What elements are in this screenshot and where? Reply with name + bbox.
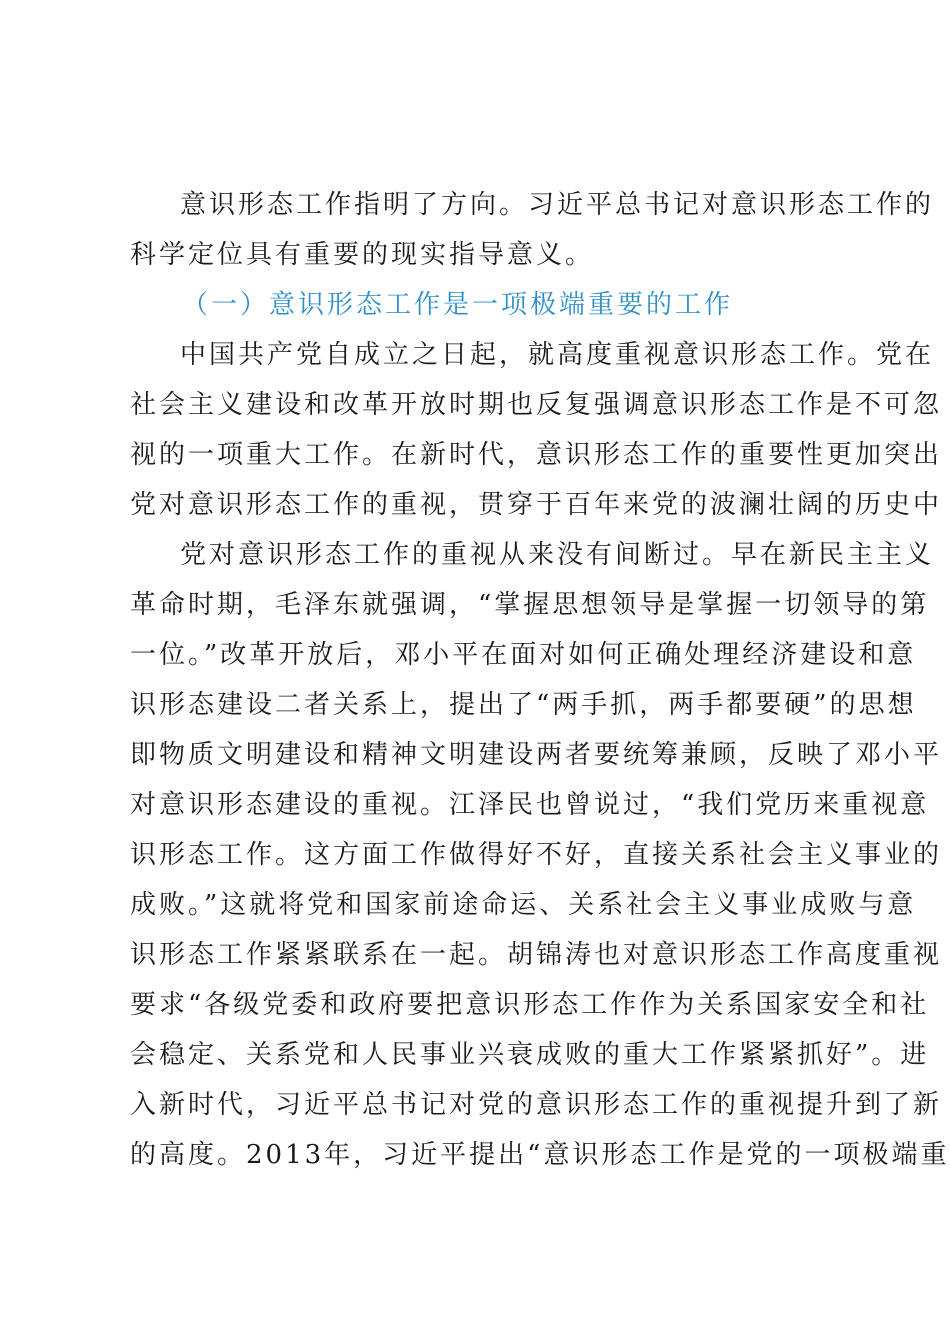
- section-heading: （一）意识形态工作是一项极端重要的工作: [182, 290, 734, 320]
- paragraph-line: 识形态工作。这方面工作做得好不好，直接关系社会主义事业的: [130, 840, 943, 870]
- paragraph-line: 的高度。2013年，习近平提出“意识形态工作是党的一项极端重: [130, 1140, 950, 1170]
- paragraph-line: 入新时代，习近平总书记对党的意识形态工作的重视提升到了新: [130, 1090, 943, 1120]
- paragraph-line: 识形态工作紧紧联系在一起。胡锦涛也对意识形态工作高度重视: [130, 940, 943, 970]
- paragraph-line: 科学定位具有重要的现实指导意义。: [130, 240, 595, 270]
- paragraph-line: 社会主义建设和改革开放时期也反复强调意识形态工作是不可忽: [130, 390, 943, 420]
- paragraph-line: 会稳定、关系党和人民事业兴衰成败的重大工作紧紧抓好”。进: [130, 1040, 930, 1070]
- paragraph-line: 党对意识形态工作的重视从来没有间断过。早在新民主主义: [180, 540, 935, 570]
- paragraph-line: 即物质文明建设和精神文明建设两者要统筹兼顾，反映了邓小平: [130, 740, 943, 770]
- paragraph-line: 要求“各级党委和政府要把意识形态工作作为关系国家安全和社: [130, 990, 930, 1020]
- paragraph-line: 革命时期，毛泽东就强调，“掌握思想领导是掌握一切领导的第: [130, 590, 930, 620]
- paragraph-line: 中国共产党自成立之日起，就高度重视意识形态工作。党在: [180, 340, 935, 370]
- paragraph-line: 对意识形态建设的重视。江泽民也曾说过，“我们党历来重视意: [130, 790, 930, 820]
- paragraph-line: 视的一项重大工作。在新时代，意识形态工作的重要性更加突出: [130, 440, 943, 470]
- paragraph-line: 识形态建设二者关系上，提出了“两手抓，两手都要硬”的思想: [130, 690, 917, 720]
- paragraph-line: 一位。”改革开放后，邓小平在面对如何正确处理经济建设和意: [130, 640, 917, 670]
- paragraph-line: 党对意识形态工作的重视，贯穿于百年来党的波澜壮阔的历史中: [130, 490, 943, 520]
- paragraph-line: 意识形态工作指明了方向。习近平总书记对意识形态工作的: [180, 190, 935, 220]
- paragraph-line: 成败。”这就将党和国家前途命运、关系社会主义事业成败与意: [130, 890, 917, 920]
